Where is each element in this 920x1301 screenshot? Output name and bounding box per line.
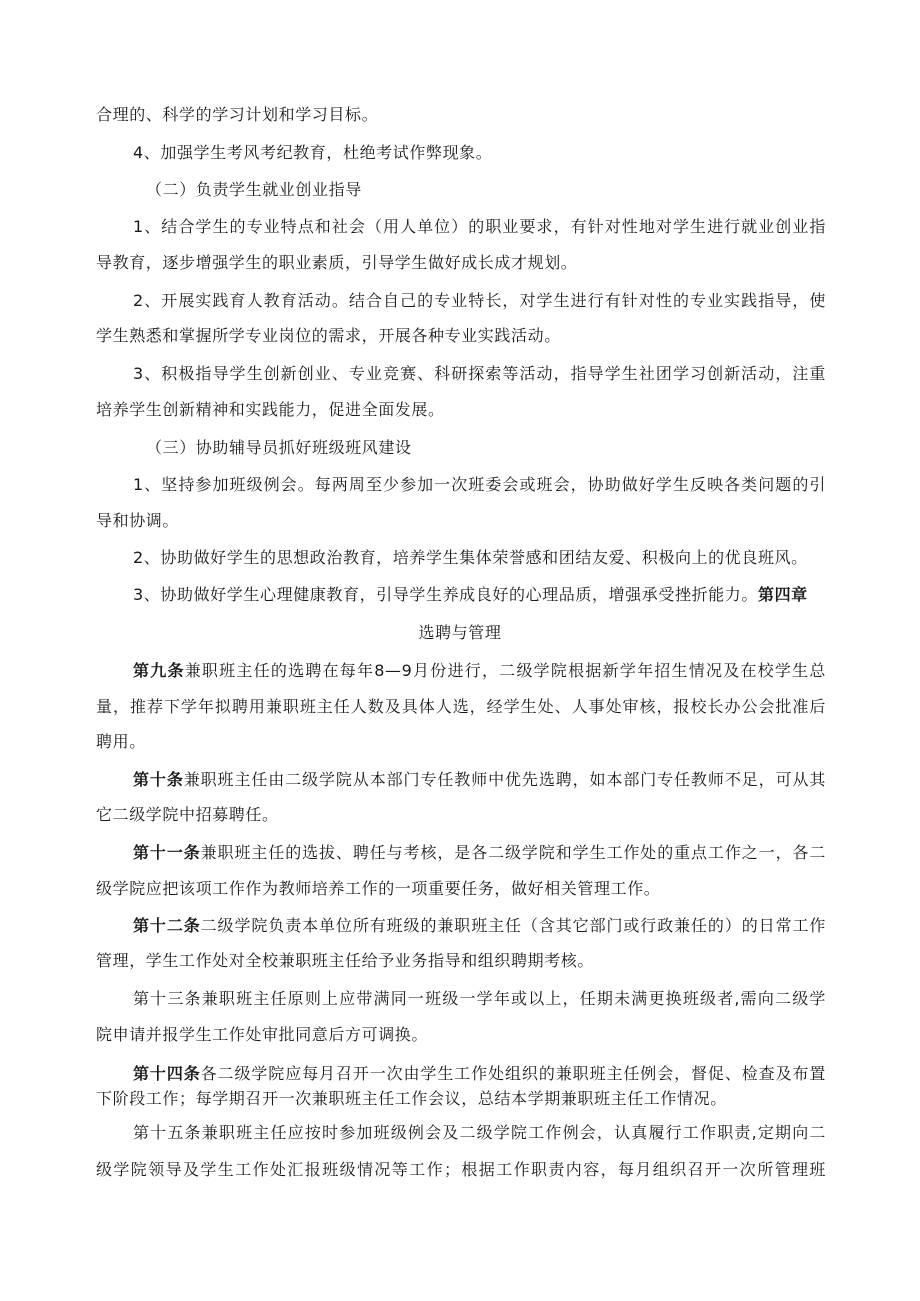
article-12: 第十二条二级学院负责本单位所有班级的兼职班主任（含其它部门或行政兼任的）的日常工作 — [133, 916, 826, 935]
article-13: 第十三条兼职班主任原则上应带满同一班级一学年或以上，任期未满更换班级者,需向二级学 — [133, 989, 826, 1008]
article-15: 第十五条兼职班主任应按时参加班级例会及二级学院工作例会，认真履行工作职责,定期向二 — [133, 1123, 826, 1142]
text-line: 它二级学院中招募聘任。 — [96, 805, 279, 824]
text-line: 2、协助做好学生的思想政治教育，培养学生集体荣誉感和团结友爱、积极向上的优良班风。 — [133, 548, 808, 567]
article-label: 第十条 — [133, 770, 184, 789]
text-line: 合理的、科学的学习计划和学习目标。 — [96, 105, 379, 124]
text-line: 3、协助做好学生心理健康教育，引导学生养成良好的心理品质，增强承受挫折能力。第四章 — [133, 585, 808, 604]
article-9: 第九条兼职班主任的选聘在每年8—9月份进行，二级学院根据新学年招生情况及在校学生总 — [133, 661, 826, 680]
section-heading: （二）负责学生就业创业指导 — [146, 180, 362, 199]
text-line: 级学院应把该项工作作为教师培养工作的一项重要任务，做好相关管理工作。 — [96, 879, 661, 898]
text-line: 1、坚持参加班级例会。每两周至少参加一次班委会或班会，协助做好学生反映各类问题的引 — [133, 475, 826, 494]
article-14: 第十四条各二级学院应每月召开一次由学生工作处组织的兼职班主任例会，督促、检查及布置 — [133, 1064, 826, 1083]
article-11: 第十一条兼职班主任的选拔、聘任与考核，是各二级学院和学生工作处的重点工作之一，各二 — [133, 843, 826, 862]
chapter-title: 第四章 — [757, 585, 808, 604]
text-line: 导和协调。 — [96, 511, 180, 530]
article-label: 第九条 — [133, 661, 185, 680]
article-10: 第十条兼职班主任由二级学院从本部门专任教师中优先选聘，如本部门专任教师不足，可从其 — [133, 770, 826, 789]
text-line: 1、结合学生的专业特点和社会（用人单位）的职业要求，有针对性地对学生进行就业创业指 — [133, 217, 826, 236]
text-line: 管理，学生工作处对全校兼职班主任给予业务指导和组织聘期考核。 — [96, 951, 595, 970]
article-label: 第十二条 — [133, 916, 201, 935]
text-line: 量，推荐下学年拟聘用兼职班主任人数及具体人选，经学生处、人事处审核，报校长办公会批准后 — [96, 697, 826, 716]
text-line: 导教育，逐步增强学生的职业素质，引导学生做好成长成才规划。 — [96, 253, 578, 272]
article-label: 第十四条 — [133, 1064, 201, 1083]
text-line: 培养学生创新精神和实践能力，促进全面发展。 — [96, 400, 445, 419]
text-line: 聘用。 — [96, 732, 146, 751]
text-line: 4、加强学生考风考纪教育，杜绝考试作弊现象。 — [133, 143, 493, 162]
text-line: 学生熟悉和掌握所学专业岗位的需求，开展各种专业实践活动。 — [96, 326, 561, 345]
article-label: 第十一条 — [133, 843, 201, 862]
text-line: 级学院领导及学生工作处汇报班级情况等工作；根据工作职责内容，每月组织召开一次所管理班 — [96, 1160, 826, 1179]
section-heading: （三）协助辅导员抓好班级班风建设 — [146, 438, 412, 457]
chapter-subtitle: 选聘与管理 — [418, 623, 502, 642]
text-line: 院申请并报学生工作处审批同意后方可调换。 — [96, 1025, 429, 1044]
text-line: 3、积极指导学生创新创业、专业竞赛、科研探索等活动，指导学生社团学习创新活动，注重 — [133, 364, 826, 383]
text-line: 2、开展实践育人教育活动。结合自己的专业特长，对学生进行有针对性的专业实践指导，使 — [133, 291, 826, 310]
text-line: 下阶段工作；每学期召开一次兼职班主任工作会议，总结本学期兼职班主任工作情况。 — [96, 1089, 727, 1108]
